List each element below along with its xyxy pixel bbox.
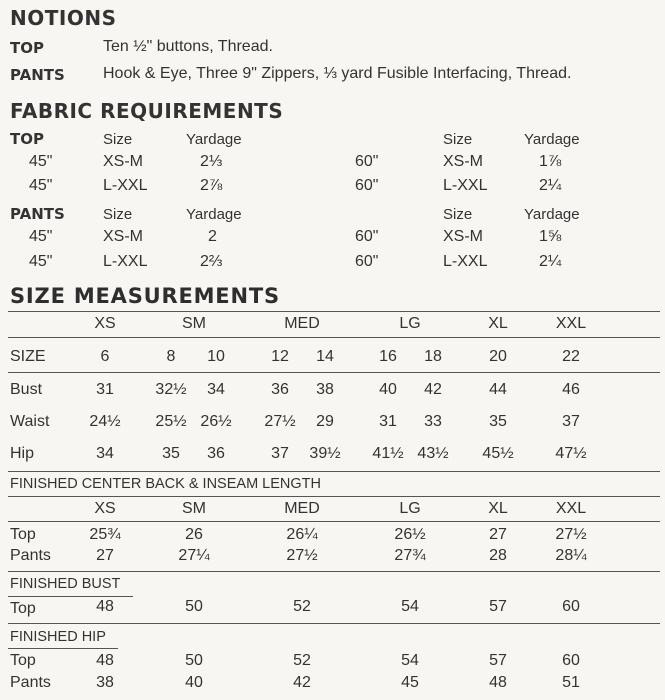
finished-bust-top-cell: 60 (562, 598, 580, 615)
measurement-waist-cell: 25½ (155, 413, 187, 430)
size-value-6: 6 (100, 348, 110, 365)
size-group-med: MED (284, 315, 320, 332)
finished-length-group-lg: LG (399, 500, 421, 517)
finished-hip-pants-cell: 51 (562, 674, 580, 691)
finished-hip-pants-cell: 40 (185, 674, 203, 691)
fabric-top-r2-size45: L-XXL (103, 177, 148, 194)
size-measurements-title: SIZE MEASUREMENTS (10, 284, 280, 308)
size-group-sm: SM (182, 315, 206, 332)
finished-bust-top-cell: 57 (489, 598, 507, 615)
size-value-20: 20 (489, 348, 507, 365)
size-value-10: 10 (207, 348, 225, 365)
fabric-top-r1-yardage60: 1⅞ (539, 153, 562, 170)
fabric-top-yardage-header-60: Yardage (524, 131, 580, 148)
finished-bust-top-cell: 50 (185, 598, 203, 615)
notions-top-text: Ten ½" buttons, Thread. (103, 38, 273, 55)
size-group-xs: XS (94, 315, 116, 332)
finished-bust-top-cell: 52 (293, 598, 311, 615)
measurement-hip-cell: 39½ (309, 445, 341, 462)
fabric-top-r2-width60: 60" (355, 177, 379, 194)
fabric-pants-size-header-60: Size (443, 206, 473, 223)
finished-bust-top-cell: 48 (96, 598, 114, 615)
finished-length-group-rule (8, 521, 660, 522)
fabric-pants-r1-width60: 60" (355, 228, 379, 245)
finished-hip-label-top: Top (10, 652, 36, 669)
finished-length-top-cell: 26 (185, 526, 203, 543)
fabric-title: FABRIC REQUIREMENTS (10, 99, 284, 123)
finished-length-pants-cell: 28¼ (555, 547, 587, 564)
fabric-pants-r2-yardage60: 2¼ (539, 253, 562, 270)
finished-length-title: FINISHED CENTER BACK & INSEAM LENGTH (10, 476, 321, 492)
finished-length-pants-cell: 27¾ (394, 547, 426, 564)
measurement-bust-cell: 36 (271, 381, 289, 398)
finished-length-rule (8, 496, 660, 497)
size-value-18: 18 (424, 348, 442, 365)
measurement-label-bust: Bust (10, 381, 43, 398)
fabric-top-r1-width60: 60" (355, 153, 379, 170)
finished-hip-pants-cell: 42 (293, 674, 311, 691)
measurement-waist-cell: 29 (316, 413, 334, 430)
finished-length-group-sm: SM (182, 500, 206, 517)
finished-bust-label-top: Top (10, 600, 36, 617)
fabric-top-r2-yardage45: 2⅞ (200, 177, 223, 194)
finished-length-pants-cell: 27½ (286, 547, 318, 564)
finished-hip-top-cell: 48 (96, 652, 114, 669)
finished-hip-title: FINISHED HIP (10, 629, 106, 645)
fabric-pants-r2-size60: L-XXL (443, 253, 488, 270)
finished-length-group-xs: XS (94, 500, 116, 517)
finished-length-group-xxl: XXL (555, 500, 587, 517)
size-value-16: 16 (379, 348, 397, 365)
measurement-hip-cell: 37 (271, 445, 289, 462)
measurement-label-hip: Hip (10, 445, 35, 462)
fabric-top-r1-width45: 45" (29, 153, 53, 170)
notions-title: NOTIONS (10, 6, 117, 30)
measurement-hip-cell: 36 (207, 445, 225, 462)
measurement-bust-cell: 34 (207, 381, 225, 398)
size-value-14: 14 (316, 348, 334, 365)
finished-hip-label-pants: Pants (10, 674, 51, 691)
measurement-waist-cell: 26½ (200, 413, 232, 430)
fabric-pants-r1-yardage45: 2 (208, 228, 217, 245)
notions-top-label: TOP (10, 39, 44, 57)
fabric-pants-r2-width45: 45" (29, 253, 53, 270)
fabric-top-r1-yardage45: 2⅓ (200, 153, 223, 170)
measurement-waist-cell: 35 (489, 413, 507, 430)
size-row-label: SIZE (10, 348, 46, 365)
finished-hip-top-cell: 54 (401, 652, 419, 669)
measurement-bust-cell: 32½ (155, 381, 187, 398)
fabric-top-r2-width45: 45" (29, 177, 53, 194)
finished-hip-pants-cell: 45 (401, 674, 419, 691)
fabric-pants-yardage-header-45: Yardage (186, 206, 242, 223)
finished-length-top-cell: 26¼ (286, 526, 318, 543)
finished-bust-bottom-rule (8, 623, 660, 624)
fabric-top-r2-yardage60: 2¼ (539, 177, 562, 194)
measurement-bust-cell: 42 (424, 381, 442, 398)
measurement-hip-cell: 34 (96, 445, 114, 462)
fabric-pants-r2-size45: L-XXL (103, 253, 148, 270)
fabric-pants-r1-size45: XS-M (103, 228, 143, 245)
fabric-pants-yardage-header-60: Yardage (524, 206, 580, 223)
finished-hip-pants-cell: 48 (489, 674, 507, 691)
notions-pants-text: Hook & Eye, Three 9" Zippers, ⅓ yard Fusible Interfacing, Thread. (103, 65, 572, 82)
size-value-12: 12 (271, 348, 289, 365)
finished-bust-title: FINISHED BUST (10, 576, 121, 592)
measurement-bottom-rule (8, 471, 660, 472)
fabric-pants-r1-width45: 45" (29, 228, 53, 245)
finished-length-top-cell: 27 (489, 526, 507, 543)
fabric-top-r1-size45: XS-M (103, 153, 143, 170)
finished-hip-top-cell: 57 (489, 652, 507, 669)
finished-length-top-cell: 27½ (555, 526, 587, 543)
finished-bust-top-cell: 54 (401, 598, 419, 615)
finished-length-top-cell: 25¾ (89, 526, 121, 543)
measurement-waist-cell: 31 (379, 413, 397, 430)
size-table-top-rule (8, 311, 660, 312)
finished-length-pants-cell: 27¼ (178, 547, 210, 564)
finished-hip-top-cell: 50 (185, 652, 203, 669)
measurement-bust-cell: 46 (562, 381, 580, 398)
fabric-top-r1-size60: XS-M (443, 153, 483, 170)
fabric-pants-r2-width60: 60" (355, 253, 379, 270)
finished-length-top-cell: 26½ (394, 526, 426, 543)
fabric-pants-r2-yardage45: 2⅔ (200, 253, 223, 270)
finished-hip-rule (8, 648, 118, 649)
fabric-top-label: TOP (10, 130, 44, 148)
size-value-8: 8 (166, 348, 176, 365)
measurement-waist-cell: 37 (562, 413, 580, 430)
measurement-label-waist: Waist (10, 413, 50, 430)
fabric-top-r2-size60: L-XXL (443, 177, 488, 194)
fabric-pants-r1-yardage60: 1⅝ (539, 228, 562, 245)
finished-length-bottom-rule (8, 571, 660, 572)
measurement-hip-cell: 35 (162, 445, 180, 462)
measurement-hip-cell: 45½ (482, 445, 514, 462)
size-group-xl: XL (488, 315, 508, 332)
size-values-rule (8, 372, 660, 373)
fabric-top-size-header-45: Size (103, 131, 133, 148)
fabric-top-yardage-header-45: Yardage (186, 131, 242, 148)
fabric-top-size-header-60: Size (443, 131, 473, 148)
size-group-lg: LG (399, 315, 421, 332)
finished-length-group-xl: XL (488, 500, 508, 517)
size-value-22: 22 (562, 348, 580, 365)
measurement-waist-cell: 33 (424, 413, 442, 430)
size-group-rule (8, 337, 660, 338)
measurement-hip-cell: 47½ (555, 445, 587, 462)
measurement-waist-cell: 24½ (89, 413, 121, 430)
finished-hip-top-cell: 52 (293, 652, 311, 669)
finished-length-pants-cell: 28 (489, 547, 507, 564)
finished-hip-pants-cell: 38 (96, 674, 114, 691)
fabric-pants-size-header-45: Size (103, 206, 133, 223)
measurement-bust-cell: 40 (379, 381, 397, 398)
measurement-hip-cell: 41½ (372, 445, 404, 462)
finished-hip-top-cell: 60 (562, 652, 580, 669)
size-group-xxl: XXL (555, 315, 587, 332)
fabric-pants-r1-size60: XS-M (443, 228, 483, 245)
notions-pants-label: PANTS (10, 66, 65, 84)
measurement-bust-cell: 44 (489, 381, 507, 398)
finished-length-group-med: MED (284, 500, 320, 517)
fabric-pants-label: PANTS (10, 205, 65, 223)
finished-length-label-pants: Pants (10, 547, 51, 564)
measurement-hip-cell: 43½ (417, 445, 449, 462)
finished-length-pants-cell: 27 (96, 547, 114, 564)
measurement-waist-cell: 27½ (264, 413, 296, 430)
measurement-bust-cell: 38 (316, 381, 334, 398)
measurement-bust-cell: 31 (96, 381, 114, 398)
finished-length-label-top: Top (10, 526, 36, 543)
finished-bust-rule (8, 596, 133, 597)
